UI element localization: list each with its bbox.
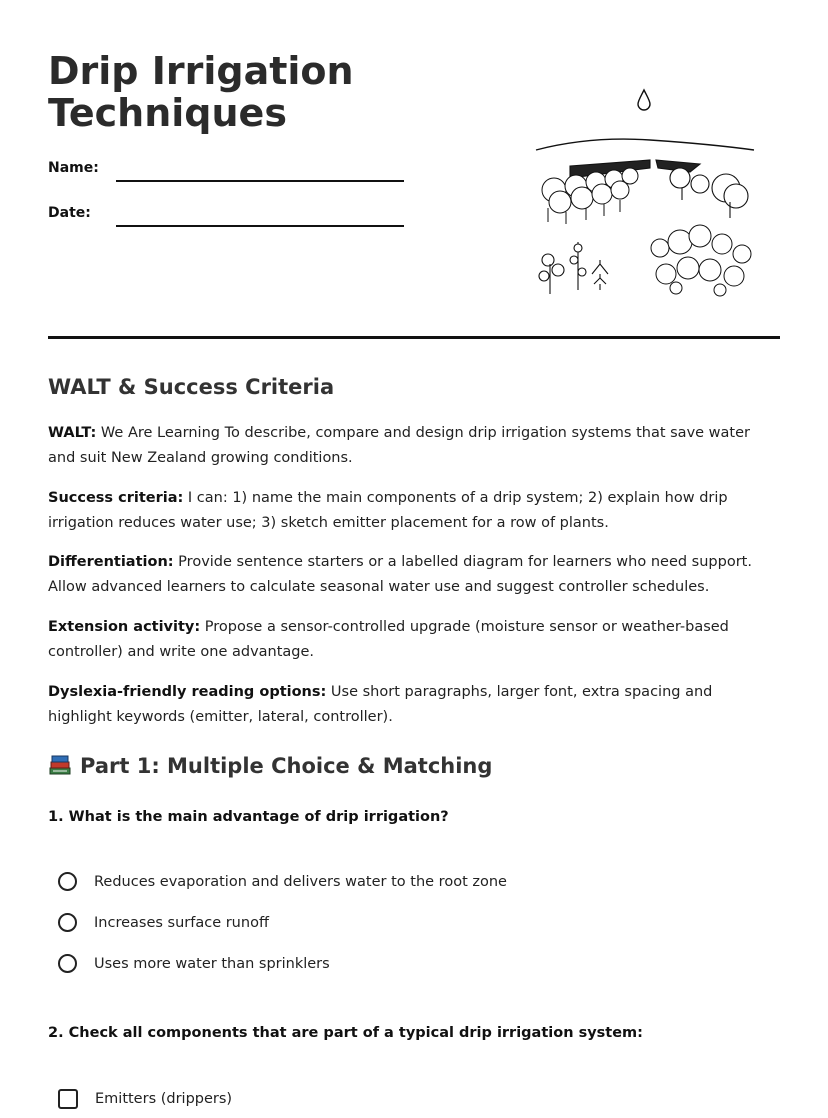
plants-right — [651, 225, 751, 296]
orchard-illustration — [530, 84, 762, 304]
checkbox[interactable] — [58, 1089, 78, 1109]
differentiation-label: Differentiation: — [48, 554, 174, 570]
walt-label: WALT: — [48, 425, 97, 441]
differentiation-text: Provide sentence starters or a labelled diagram for learners who need support. Allow advanced learners to calculate seasonal water use and suggest controller schedules. — [48, 554, 752, 595]
success-text: I can: 1) name the main components of a drip system; 2) explain how drip irrigation reduces water use; 3) sketch emitter placement for a row of plants. — [48, 490, 728, 531]
dyslexia-paragraph — [48, 680, 768, 730]
radio-button[interactable] — [58, 913, 77, 932]
q1-option-3[interactable] — [58, 954, 330, 973]
question-1: 1. What is the main advantage of drip irrigation? — [48, 809, 449, 825]
page-title — [48, 50, 388, 134]
title-line-2: Techniques — [48, 91, 287, 135]
extension-text: Propose a sensor-controlled upgrade (moisture sensor or weather-based controller) and write one advantage. — [48, 619, 729, 660]
extension-label: Extension activity: — [48, 619, 201, 635]
question-2: 2. Check all components that are part of a typical drip irrigation system: — [48, 1025, 643, 1041]
walt-text: We Are Learning To describe, compare and design drip irrigation systems that save water and suit New Zealand growing conditions. — [48, 425, 750, 466]
walt-heading: WALT & Success Criteria — [48, 375, 335, 399]
name-input-line[interactable] — [116, 180, 404, 182]
q1-option-1[interactable] — [58, 872, 507, 891]
differentiation-paragraph — [48, 550, 768, 600]
extension-paragraph — [48, 615, 768, 665]
dyslexia-label: Dyslexia-friendly reading options: — [48, 684, 327, 700]
success-label: Success criteria: — [48, 490, 184, 506]
water-drop-icon — [638, 90, 650, 110]
radio-button[interactable] — [58, 954, 77, 973]
name-label: Name: — [48, 160, 99, 176]
date-label: Date: — [48, 205, 91, 221]
part1-heading — [48, 754, 492, 778]
option-label: Reduces evaporation and delivers water to the root zone — [94, 873, 507, 890]
q1-option-2[interactable] — [58, 913, 269, 932]
orchard-trees-left — [542, 168, 638, 224]
books-icon — [48, 754, 72, 776]
dyslexia-text: Use short paragraphs, larger font, extra spacing and highlight keywords (emitter, lateral, controller). — [48, 684, 713, 725]
option-label: Increases surface runoff — [94, 914, 269, 931]
option-label: Emitters (drippers) — [95, 1091, 233, 1107]
walt-paragraph — [48, 421, 768, 471]
orchard-trees-right — [670, 168, 748, 218]
part1-heading-text: Part 1: Multiple Choice & Matching — [80, 754, 493, 778]
header-divider — [48, 336, 780, 339]
option-label: Uses more water than sprinklers — [94, 955, 330, 972]
plants-left — [539, 242, 608, 294]
q2-option-1[interactable] — [58, 1089, 232, 1109]
date-input-line[interactable] — [116, 225, 404, 227]
radio-button[interactable] — [58, 872, 77, 891]
success-paragraph — [48, 486, 768, 536]
title-line-1: Drip Irrigation — [48, 49, 354, 93]
